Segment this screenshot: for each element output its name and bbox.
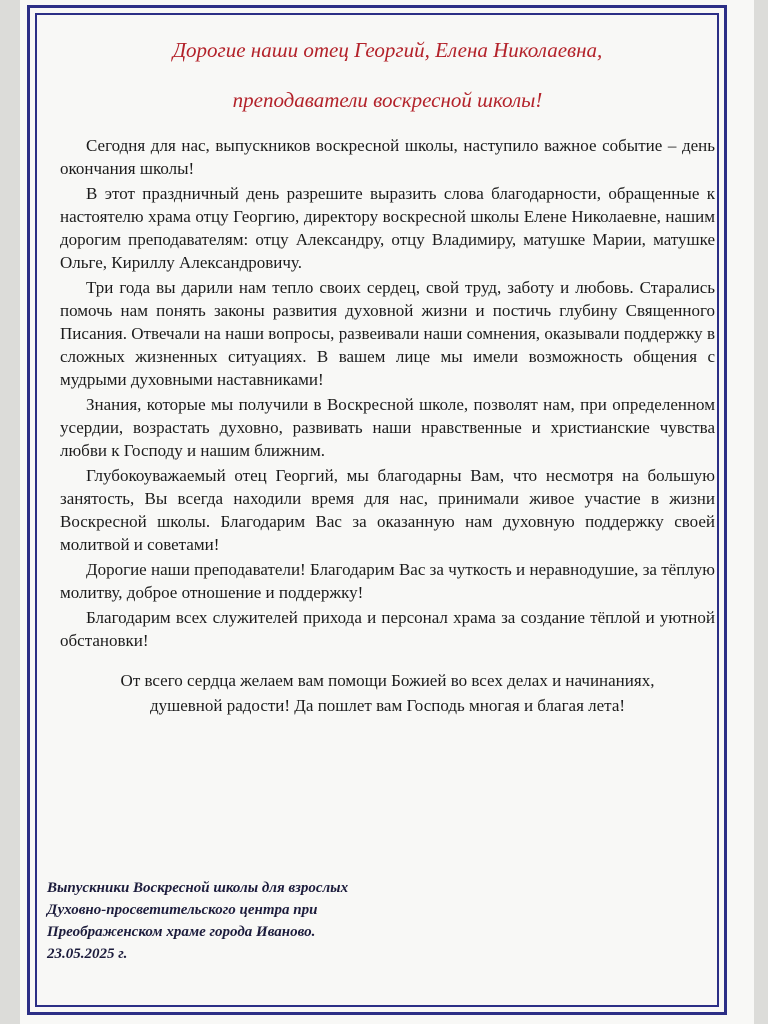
signature-block (47, 877, 348, 965)
paragraph-5: Глубокоуважаемый отец Георгий, мы благодарны Вам, что несмотря на большую занятость, Вы всегда находили время для нас, принимали живое участие в жизни Воскресной школы. Благодарим Вас за оказанную нам духовную поддержку своей молитвой и советами! (60, 466, 715, 554)
wish-line-1: От всего сердца желаем вам помощи Божией во всех делах и начинаниях, (120, 671, 655, 690)
paragraph-4: Знания, которые мы получили в Воскресной школе, позволят нам, при определенном усердии, возрастать духовно, развивать наши нравственные и христианские чувства любви к Господу и нашим ближним. (60, 395, 715, 460)
letter-title-line-1: Дорогие наши отец Георгий, Елена Николаевна, (172, 38, 603, 62)
signature-date: 23.05.2025 г. (47, 946, 128, 962)
wishes-block (60, 668, 715, 718)
paragraph-2: В этот праздничный день разрешите выразить слова благодарности, обращенные к настоятелю храма отцу Георгию, директору воскресной школы Елене Николаевне, нашим дорогим преподавателям: отцу Александру, отцу Владимиру, матушке Марии, матушке Ольге, Кириллу Александровичу. (60, 184, 715, 272)
paragraph-6: Дорогие наши преподаватели! Благодарим Вас за чуткость и неравнодушие, за тёплую молитву, доброе отношение и поддержку! (60, 560, 715, 602)
letter-title-line-2: преподаватели воскресной школы! (232, 88, 543, 112)
wish-line-2: душевной радости! Да пошлет вам Господь многая и благая лета! (149, 696, 626, 715)
paragraph-1: Сегодня для нас, выпускников воскресной школы, наступило важное событие – день окончания школы! (60, 136, 715, 178)
signature-line-2: Духовно-просветительского центра при (47, 902, 318, 918)
paragraph-7: Благодарим всех служителей прихода и персонал храма за создание тёплой и уютной обстановки! (60, 608, 715, 650)
letter-body (60, 134, 715, 652)
signature-line-1: Выпускники Воскресной школы для взрослых (47, 880, 349, 896)
letter-content (60, 30, 715, 718)
paragraph-3: Три года вы дарили нам тепло своих сердец, свой труд, заботу и любовь. Старались помочь нам понять законы развития духовной жизни и постичь глубину Священного Писания. Отвечали на наши вопросы, развеивали наши сомнения, оказывали поддержку в сложных жизненных ситуациях. В вашем лице мы имели возможность общения с мудрыми духовными наставниками! (60, 278, 715, 389)
signature-line-3: Преображенском храме города Иваново. (47, 924, 316, 940)
